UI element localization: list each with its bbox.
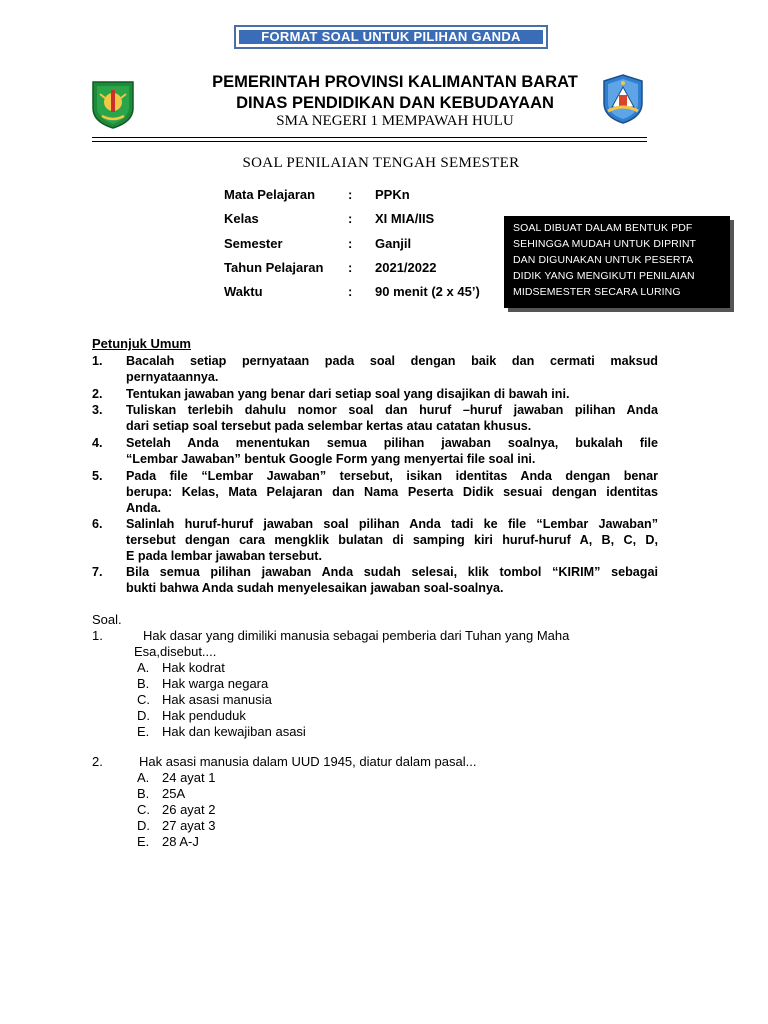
info-value: 2021/2022 <box>375 260 437 275</box>
option-letter: A. <box>137 660 150 675</box>
header-rule-thick <box>92 137 647 138</box>
header-school: SMA NEGERI 1 MEMPAWAH HULU <box>276 113 514 129</box>
option-letter: B. <box>137 676 150 691</box>
instruction-line: Tuliskan terlebih dahulu nomor soal dan huruf –huruf jawaban pilihan Anda <box>126 403 658 417</box>
instruction-number: 6. <box>92 517 103 531</box>
instruction-item <box>92 386 658 402</box>
kalimantan-barat-crest-icon <box>90 78 136 130</box>
instruction-line: Pada file “Lembar Jawaban” tersebut, isikan identitas Anda dengan benar <box>126 469 658 483</box>
instruction-line: dari setiap soal tersebut pada selembar kertas atau catatan khusus. <box>126 419 532 433</box>
instruction-line: Tentukan jawaban yang benar dari setiap soal yang disajikan di bawah ini. <box>126 387 570 401</box>
note-line: SEHINGGA MUDAH UNTUK DIPRINT <box>513 238 697 250</box>
info-label: Mata Pelajaran <box>224 187 316 202</box>
instruction-item <box>92 516 658 564</box>
instruction-item <box>92 468 658 516</box>
info-colon: : <box>348 187 353 202</box>
info-label: Waktu <box>224 284 263 299</box>
info-colon: : <box>348 260 353 275</box>
note-line: DIDIK YANG MENGIKUTI PENILAIAN <box>513 270 695 282</box>
note-box <box>504 216 730 308</box>
option-letter: C. <box>137 802 150 817</box>
info-colon: : <box>348 211 353 226</box>
instruction-line: tersebut dengan cara mengklik bulatan di samping kiri huruf-huruf A, B, C, D, <box>126 533 658 547</box>
note-line: SOAL DIBUAT DALAM BENTUK PDF <box>513 222 693 234</box>
question-2 <box>92 754 476 770</box>
instruction-line: bukti bahwa Anda sudah menyelesaikan jawaban soal-soalnya. <box>126 581 504 595</box>
option-text: 26 ayat 2 <box>162 802 216 817</box>
instruction-item <box>92 402 658 434</box>
option-letter: C. <box>137 692 150 707</box>
option-letter: B. <box>137 786 150 801</box>
instructions-heading: Petunjuk Umum <box>92 336 191 351</box>
option-text: Hak dan kewajiban asasi <box>162 724 306 739</box>
instruction-number: 7. <box>92 565 103 579</box>
format-banner-label: FORMAT SOAL UNTUK PILIHAN GANDA <box>239 30 543 44</box>
instruction-line: E pada lembar jawaban tersebut. <box>126 549 322 563</box>
question-text-line: Hak dasar yang dimiliki manusia sebagai pemberia dari Tuhan yang Maha <box>143 628 570 643</box>
option-text: 24 ayat 1 <box>162 770 216 785</box>
instruction-number: 1. <box>92 354 103 368</box>
instruction-item <box>92 435 658 467</box>
format-banner <box>234 25 548 49</box>
question-text-line: Hak asasi manusia dalam UUD 1945, diatur dalam pasal... <box>139 754 477 769</box>
option-letter: E. <box>137 834 150 849</box>
question-number: 1. <box>92 628 103 643</box>
header-rule-thin <box>92 141 647 142</box>
info-colon: : <box>348 284 353 299</box>
option-letter: E. <box>137 724 150 739</box>
instruction-line: Setelah Anda menentukan semua pilihan jawaban soalnya, bukalah file <box>126 436 658 450</box>
note-line: DAN DIGUNAKAN UNTUK PESERTA <box>513 254 694 266</box>
instruction-line: Anda. <box>126 501 161 515</box>
instruction-line: “Lembar Jawaban” bentuk Google Form yang menyertai file soal ini. <box>126 452 536 466</box>
option-text: Hak penduduk <box>162 708 246 723</box>
instruction-line: Bacalah setiap pernyataan pada soal dengan baik dan cermati maksud <box>126 354 658 368</box>
header-province: PEMERINTAH PROVINSI KALIMANTAN BARAT <box>212 73 578 91</box>
question-1 <box>92 628 569 660</box>
note-line: MIDSEMESTER SECARA LURING <box>513 286 681 298</box>
option-text: 27 ayat 3 <box>162 818 216 833</box>
instruction-number: 3. <box>92 403 103 417</box>
question-number: 2. <box>92 754 103 769</box>
option-letter: D. <box>137 708 150 723</box>
info-label: Kelas <box>224 211 259 226</box>
header-department: DINAS PENDIDIKAN DAN KEBUDAYAAN <box>236 94 554 112</box>
instruction-line: Salinlah huruf-huruf jawaban soal pilihan Anda tadi ke file “Lembar Jawaban” <box>126 517 658 531</box>
instruction-number: 2. <box>92 387 103 401</box>
info-value: PPKn <box>375 187 410 202</box>
option-text: Hak warga negara <box>162 676 269 691</box>
option-text: Hak asasi manusia <box>162 692 272 707</box>
instruction-item <box>92 564 658 596</box>
option-letter: A. <box>137 770 150 785</box>
option-letter: D. <box>137 818 150 833</box>
question-text-line: Esa,disebut.... <box>134 644 217 659</box>
document-title: SOAL PENILAIAN TENGAH SEMESTER <box>242 155 520 171</box>
option-text: 25A <box>162 786 186 801</box>
instruction-line: berupa: Kelas, Mata Pelajaran dan Nama Peserta Didik sesuai dengan identitas <box>126 485 658 499</box>
info-label: Semester <box>224 236 283 251</box>
instruction-number: 5. <box>92 469 103 483</box>
info-label: Tahun Pelajaran <box>224 260 324 275</box>
option-text: Hak kodrat <box>162 660 225 675</box>
info-value: 90 menit (2 x 45’) <box>375 284 480 299</box>
instruction-number: 4. <box>92 436 103 450</box>
info-value: XI MIA/IIS <box>375 211 435 226</box>
questions-heading: Soal. <box>92 612 122 627</box>
instruction-line: pernyataannya. <box>126 370 219 384</box>
instruction-item <box>92 353 658 385</box>
instruction-line: Bila semua pilihan jawaban Anda sudah selesai, klik tombol “KIRIM” sebagai <box>126 565 658 579</box>
mempawah-regency-crest-icon <box>600 73 646 125</box>
info-value: Ganjil <box>375 236 412 251</box>
option-text: 28 A-J <box>162 834 199 849</box>
info-colon: : <box>348 236 353 251</box>
